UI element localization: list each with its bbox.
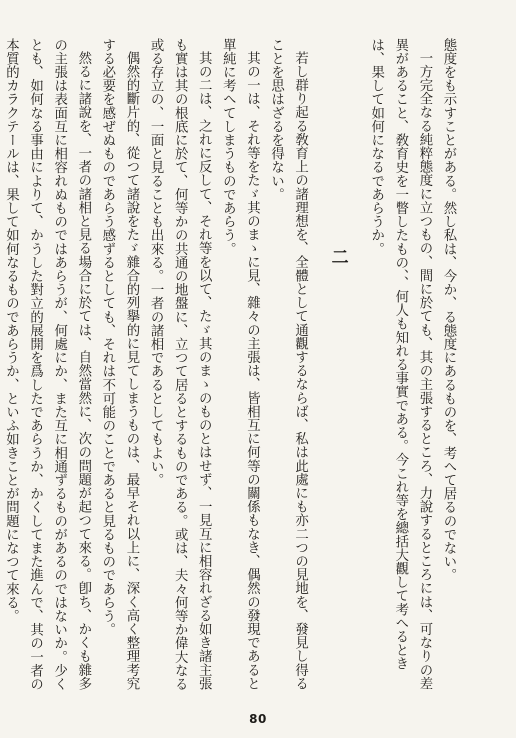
vertical-text-body — [0, 38, 460, 693]
paragraph: 態度をも示すことがある。然し私は、今か、る態度にあるものを、考へて居るのでない。 — [441, 38, 456, 582]
paragraph: 偶然的斷片的、從つて諸說をたゞ雜合的列擧的に見てしまうものは、最早それ以上に、深く高く整理考究する必要を感ぜぬものであらう感ずるとしても、それは不可能のことであると見るものであらう。 — [99, 38, 139, 691]
paragraph: 若し群り起る敎育上の諸理想を、全體として通觀するならば、私は此處にも亦二つの見地を、發見し得ることを思はざるを得ない。 — [268, 38, 308, 691]
paragraph: 其の一は、それ等をたゞ其のまゝに見、雜々の主張は、皆相互に何等の關係もなき、偶然の發現であると單純に考へてしまうものであらう。 — [220, 38, 260, 691]
paragraph: 其の二は、之れに反して、それ等を以て、たゞ其のまゝのものとはせず、一見互に相容れざる如き諸主張も實は其の根底に於て、何等かの共通の地盤に、立つて居るとするものである。或は、夫々何等か偉大なる或る存立の、一面と見ることも出來る。一者の諸相であるとしてもよい。 — [148, 38, 212, 691]
paragraph: 一方完全なる純粹態度に立つもの、間に於ても、其の主張するところ、力說するところには、可なりの差異があること、敎育史を一瞥したもの、、何人も知れる事實である。今これ等を總括大觀して考へるときは、果して如何になるであらうか。 — [368, 38, 432, 691]
section-heading: 二 — [327, 248, 348, 267]
paragraph: 然るに諸說を、一者の諸相と見る場合に於ては、自然當然に、次の問題が起つて來る。卽ち、かくも雜多の主張は表面互に相容れぬものではあらうが、何處にか、また互に相通ずるものがあるのではないか。少くとも、如何なる事由によりて、かうした對立的展開を爲したであらうか、かくしてまた進んで、其の一者の本質的カラクテールは、果して如何なるものであらうか、といふ如きことが問題になつて來る。 — [3, 38, 91, 691]
page-number: 80 — [249, 712, 267, 726]
